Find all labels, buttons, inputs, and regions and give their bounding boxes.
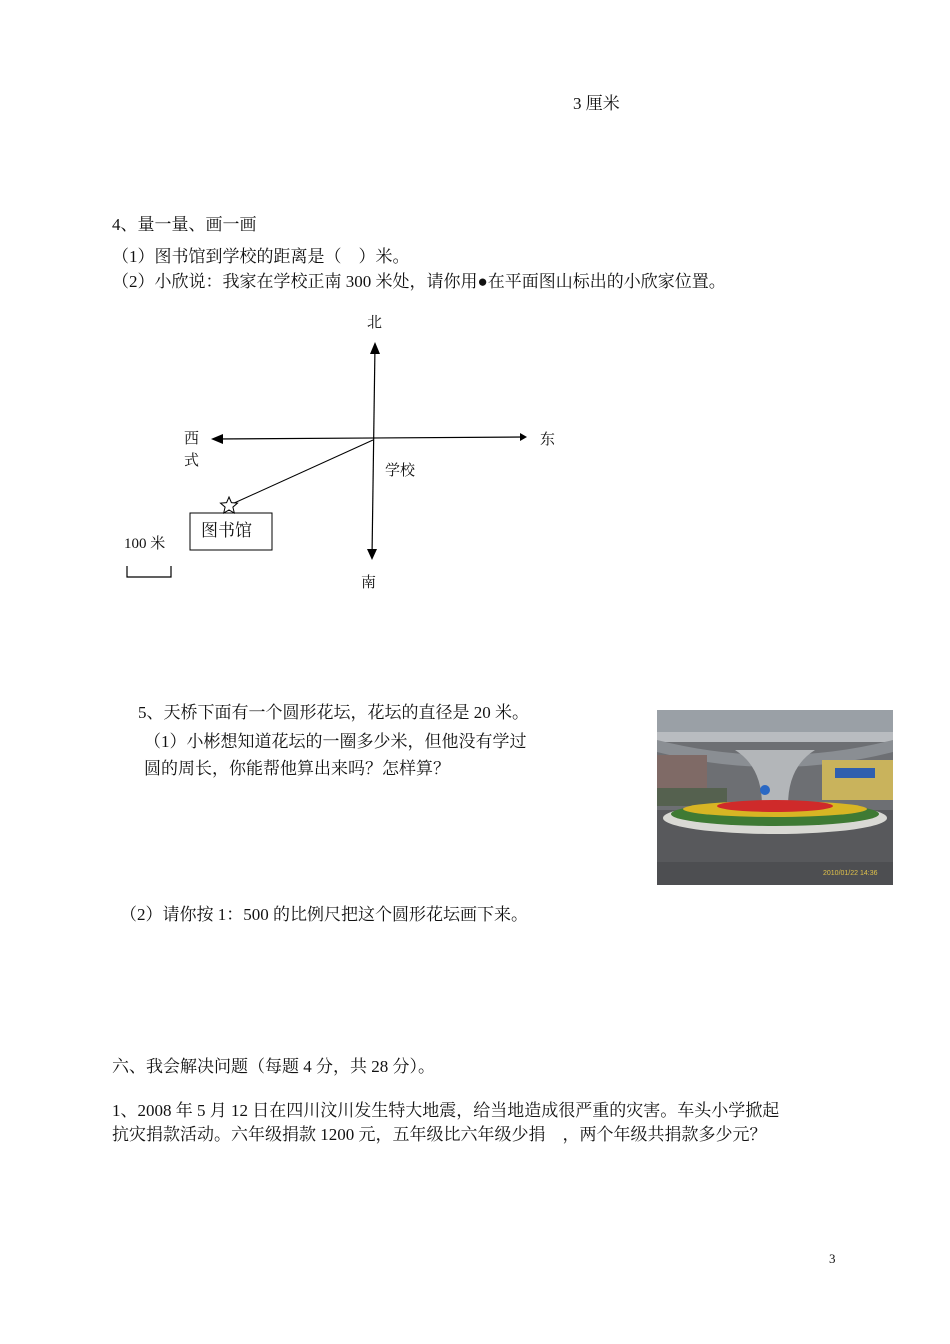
top-measure-label: 3 厘米 [573, 94, 620, 113]
q4-sub1: （1）图书馆到学校的距离是（ ）米。 [112, 247, 410, 266]
map-west-extra-label: 式 [184, 453, 200, 469]
west-arrowhead [211, 434, 223, 444]
section6-q1-line2: 抗灾捐款活动。六年级捐款 1200 元，五年级比六年级少捐 ，两个年级共捐款多少元？ [112, 1125, 767, 1144]
map-scale-label: 100 米 [124, 536, 166, 552]
map-east-label: 东 [540, 432, 556, 448]
q5-sub2: （2）请你按 1：500 的比例尺把这个圆形花坛画下来。 [120, 905, 528, 924]
map-school-label: 学校 [385, 463, 416, 479]
east-arrowhead [520, 433, 527, 441]
scale-bar [127, 566, 171, 577]
flower-bed-photo [657, 710, 893, 885]
q4-title: 4、量一量、画一画 [112, 215, 257, 234]
south-arrowhead [367, 549, 377, 560]
section6-title: 六、我会解决问题（每题 4 分，共 28 分）。 [112, 1057, 435, 1076]
q5-sub1-line2: 圆的周长，你能帮他算出来吗？怎样算？ [144, 759, 450, 778]
library-line [232, 440, 373, 504]
map-west-label: 西 [184, 431, 200, 447]
ns-axis [372, 345, 375, 557]
star-icon [221, 497, 238, 513]
section6-q1-line1: 1、2008 年 5 月 12 日在四川汶川发生特大地震，给当地造成很严重的灾害。车头小学掀起 [112, 1101, 780, 1120]
q5-sub1-line1: （1）小彬想知道花坛的一圈多少米，但他没有学过 [144, 732, 527, 751]
north-arrowhead [370, 342, 380, 354]
q5-title: 5、天桥下面有一个圆形花坛，花坛的直径是 20 米。 [138, 703, 529, 722]
map-library-label: 图书馆 [201, 521, 252, 540]
map-south-label: 南 [361, 575, 377, 591]
q4-sub2: （2）小欣说：我家在学校正南 300 米处，请你用●在平面图山标出的小欣家位置。 [112, 272, 726, 291]
ew-axis [215, 437, 524, 439]
page-number: 3 [829, 1251, 836, 1266]
svg-text:2010/01/22 14:36: 2010/01/22 14:36 [823, 870, 878, 877]
map-north-label: 北 [367, 315, 383, 331]
